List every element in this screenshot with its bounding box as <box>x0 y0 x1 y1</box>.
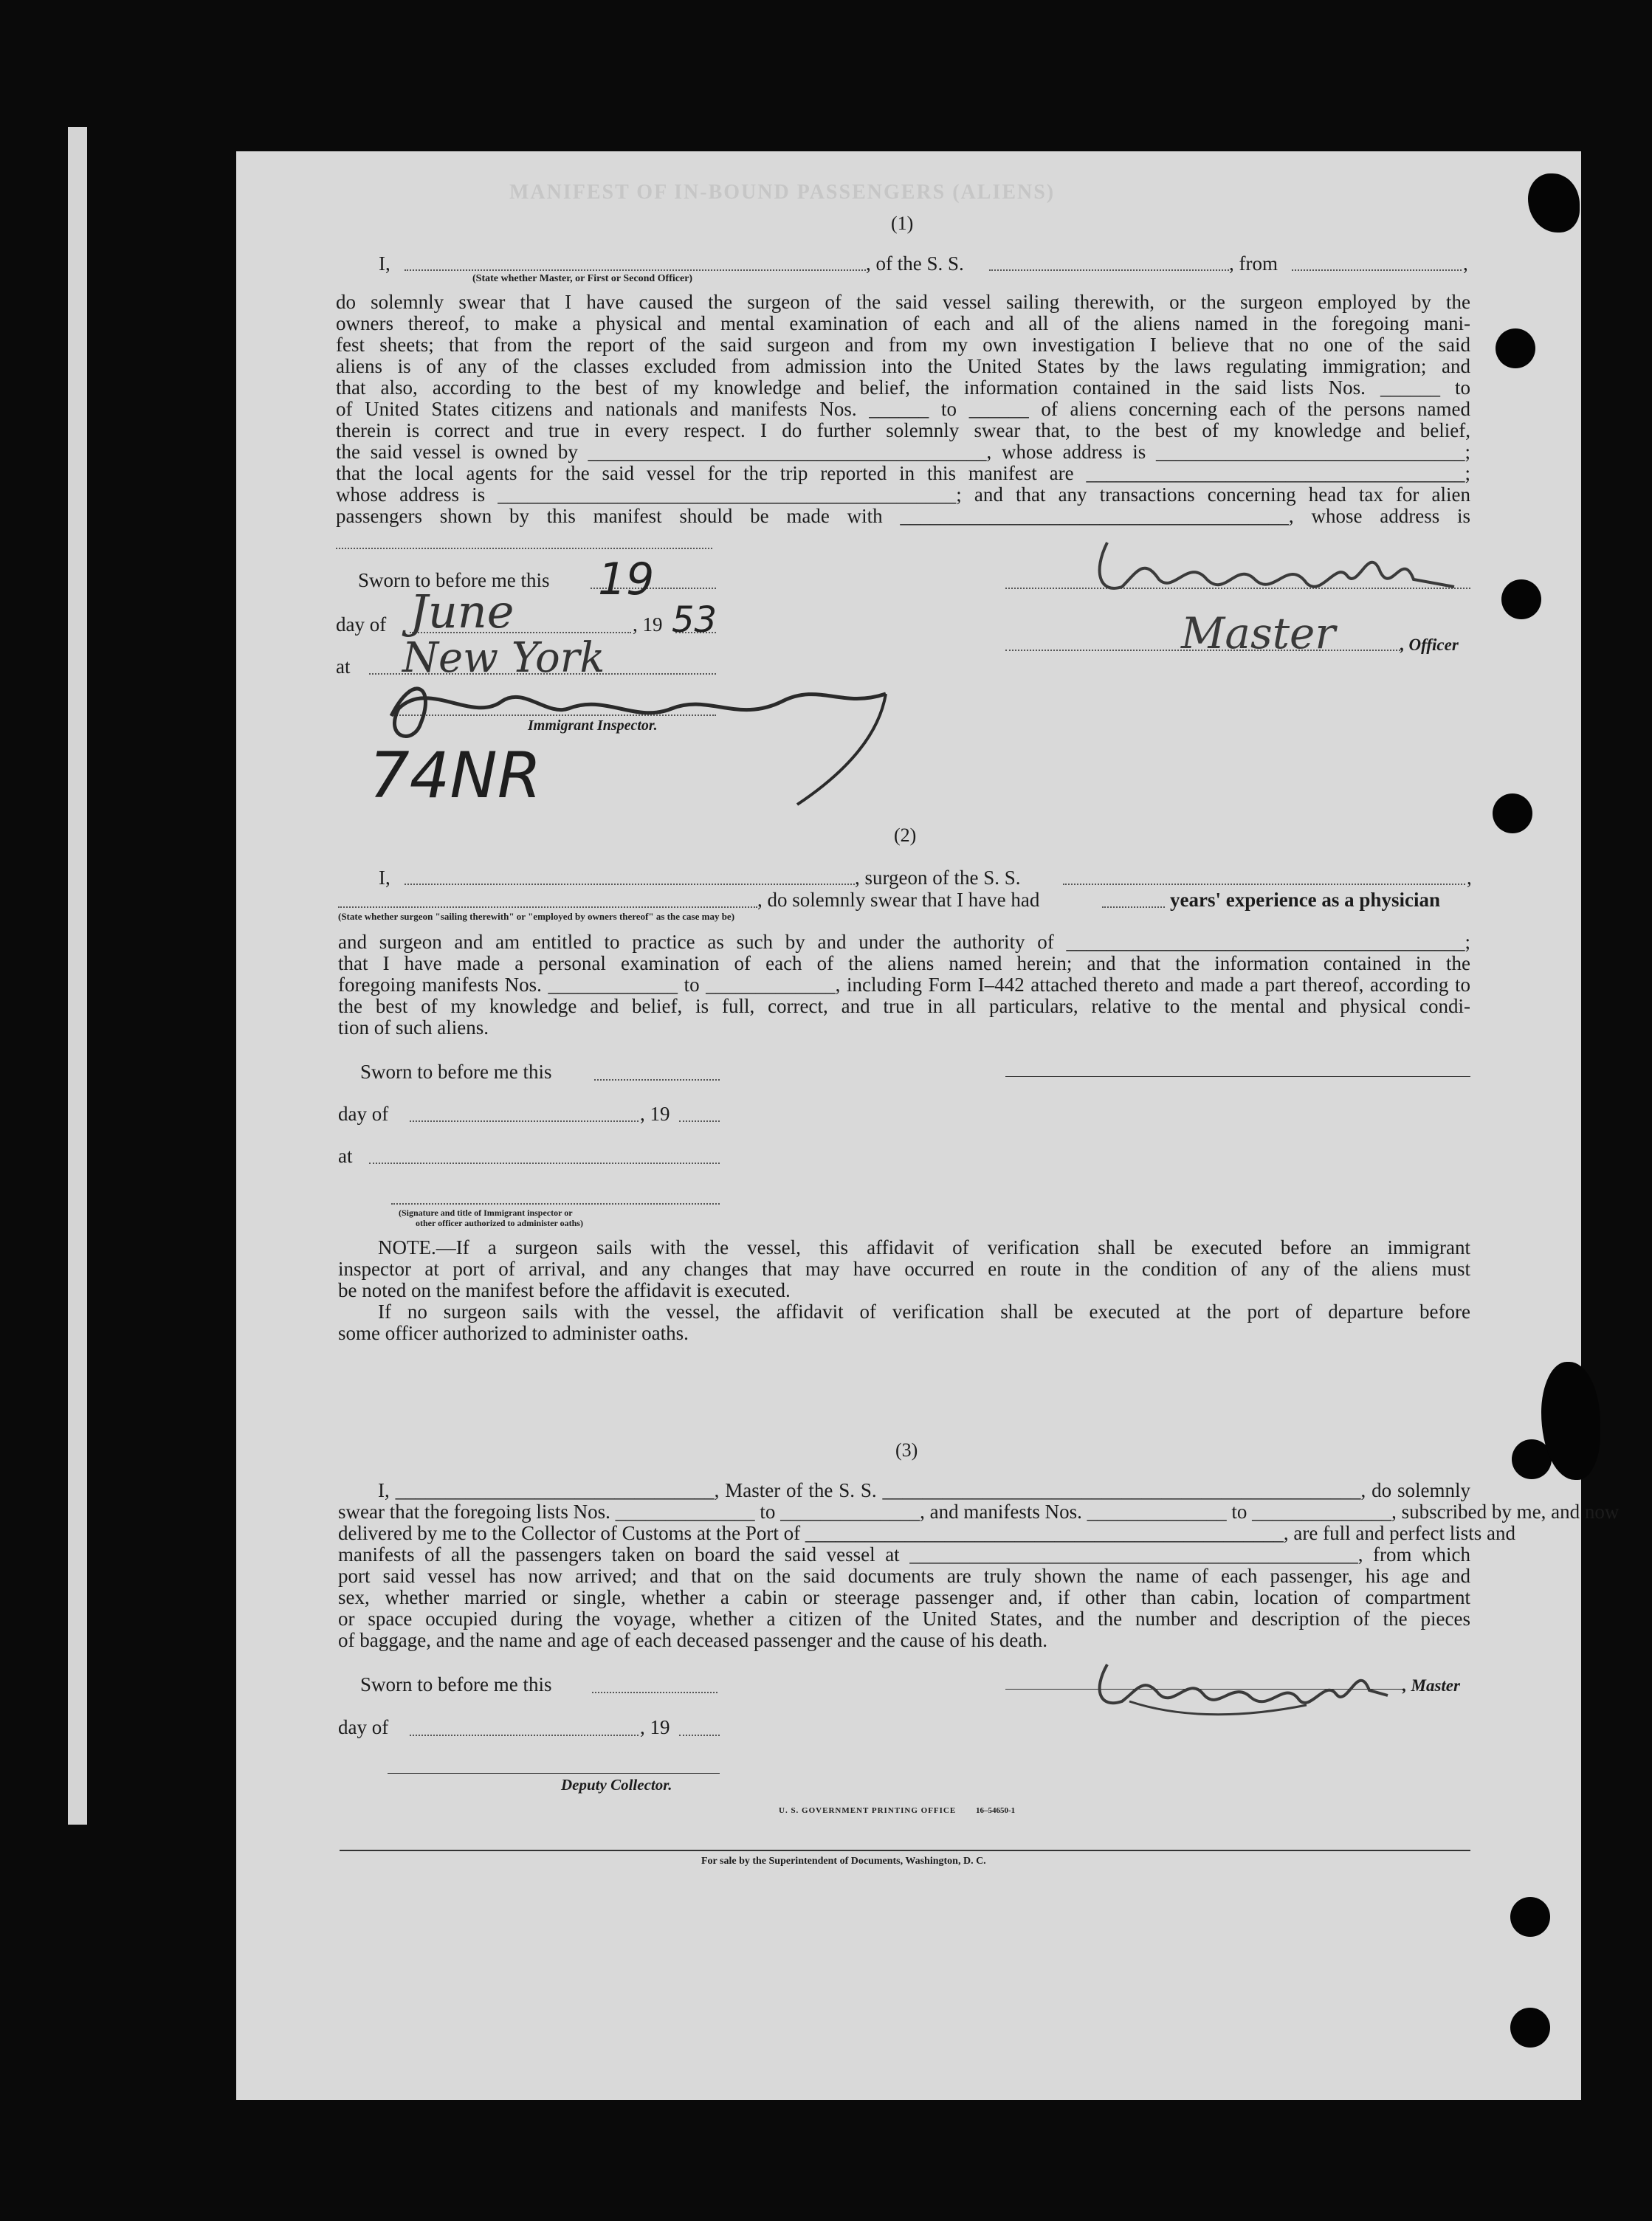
officer-rank-note: (State whether Master, or First or Second Officer) <box>472 273 693 284</box>
master-signature-2 <box>1085 1650 1395 1716</box>
year-prefix: , 19 <box>640 1103 670 1125</box>
surgeon-status-field[interactable] <box>338 906 757 908</box>
signature-note-1: (Signature and title of Immigrant inspector or <box>399 1208 573 1218</box>
day-of-label: day of <box>338 1716 389 1738</box>
year-prefix: , 19 <box>640 1716 670 1738</box>
section-3-number: (3) <box>895 1439 918 1461</box>
at-label: at <box>336 655 351 678</box>
section-1-line: therein is correct and true in every respect. I do further solemnly swear that, to the best of my knowledge and belief, <box>336 419 1470 441</box>
section-3-line: of baggage, and the name and age of each deceased passenger and the cause of his death. <box>338 1629 1048 1651</box>
section-3-body <box>338 1479 1620 1651</box>
sworn-label: Sworn to before me this <box>358 569 550 591</box>
sworn-day-field[interactable] <box>594 1079 720 1081</box>
section-3-line: manifests of all the passengers taken on board the said vessel at _____________________________________________, from which <box>338 1543 1470 1566</box>
officer-name-field[interactable] <box>405 269 866 271</box>
section-1-line: the said vessel is owned by ________________________________________, whose address is _______________________________; <box>336 441 1470 463</box>
officer-label: , Officer <box>1400 636 1459 654</box>
section-1-line: passengers shown by this manifest should be made with _______________________________________, whose address is <box>336 505 1470 527</box>
section-1-body <box>336 292 1470 527</box>
place-field[interactable] <box>369 1163 720 1164</box>
section-2-body <box>338 932 1470 1039</box>
note-line: inspector at port of arrival, and any changes that may have occurred en route in the condition of any of the aliens must <box>338 1258 1470 1280</box>
at-label: at <box>338 1145 353 1167</box>
section-2-line: the best of my knowledge and belief, is full, correct, and true in all particulars, relative to the mental and physical condi- <box>338 995 1470 1017</box>
inspector-signature-line[interactable] <box>391 1203 720 1205</box>
line-end-comma: , <box>1463 252 1468 275</box>
handwritten-year-text: 53 <box>672 599 717 641</box>
officer-name-label: I, <box>379 252 390 275</box>
surgeon-name-label: I, <box>379 867 390 889</box>
handwritten-code <box>369 731 542 813</box>
line-end-comma: , <box>1467 867 1472 889</box>
section-2-line: that I have made a personal examination of each of the aliens named herein; and that the information contained in the <box>338 952 1470 974</box>
year-field[interactable] <box>679 1735 720 1736</box>
punch-hole <box>1493 793 1532 833</box>
vessel-name-field[interactable] <box>989 269 1229 271</box>
master-label: , Master <box>1403 1676 1460 1695</box>
surgeon-status-note: (State whether surgeon "sailing therewith" or "employed by owners thereof" as the case may be) <box>338 911 735 922</box>
signature-note-2: other officer authorized to administer oaths) <box>416 1218 583 1228</box>
section-3-line: sex, whether married or single, whether a cabin or steerage passenger and, if other than cabin, location of compartment <box>338 1586 1470 1608</box>
section-3-line: or space occupied during the voyage, whether a citizen of the United States, and the number and description of the pieces <box>338 1608 1470 1630</box>
footer-rule <box>340 1850 1470 1851</box>
handwritten-code-text: 74NR <box>369 739 542 813</box>
surgeon-vessel-field[interactable] <box>1063 884 1465 885</box>
deputy-signature-line[interactable] <box>388 1773 720 1774</box>
year-prefix: , 19 <box>633 613 663 636</box>
officer-title-text: Master <box>1181 608 1336 658</box>
form-code: 16–54650-1 <box>976 1806 1016 1815</box>
section-1-line: of United States citizens and nationals and manifests Nos. ______ to ______ of aliens concerning each of the persons named <box>336 398 1470 420</box>
deputy-collector-label: Deputy Collector. <box>561 1776 672 1794</box>
day-of-label: day of <box>338 1103 389 1125</box>
punch-hole <box>1510 1897 1550 1937</box>
section-2-line: foregoing manifests Nos. _____________ to _____________, including Form I–442 attached thereto and made a part thereof, according to <box>338 974 1470 996</box>
punch-hole <box>1510 2008 1550 2048</box>
section-2-line: and surgeon and am entitled to practice as such by and under the authority of ________________________________________; <box>338 931 1470 953</box>
note-line: If no surgeon sails with the vessel, the affidavit of verification shall be executed at the port of departure before <box>378 1301 1470 1323</box>
year-field[interactable] <box>679 1120 720 1122</box>
month-field[interactable] <box>410 1120 639 1122</box>
section-2-number: (2) <box>894 824 917 846</box>
punch-hole <box>1501 579 1541 619</box>
note-line: be noted on the manifest before the affidavit is executed. <box>338 1279 791 1301</box>
section-1-line: aliens is of any of the classes excluded from admission into the United States by the laws regulating immigration; and <box>336 355 1470 377</box>
handwritten-place-text: New York <box>402 634 605 682</box>
for-sale-note: For sale by the Superintendent of Documents, Washington, D. C. <box>701 1856 986 1867</box>
surgeon-vessel-label: , surgeon of the S. S. <box>855 867 1021 889</box>
day-of-label: day of <box>336 613 387 636</box>
handwritten-day-text: 19 <box>598 554 655 605</box>
inspector-label: Immigrant Inspector. <box>528 717 658 734</box>
sworn-day-field[interactable] <box>592 1692 717 1693</box>
swear-label: , do solemnly swear that I have had <box>757 889 1040 911</box>
vessel-label: , of the S. S. <box>866 252 964 275</box>
note-block <box>338 1237 1470 1344</box>
section-1-line: that the local agents for the said vessel for the trip reported in this manifest are ______________________________________; <box>336 462 1470 484</box>
sworn-label: Sworn to before me this <box>360 1673 552 1695</box>
sworn-label: Sworn to before me this <box>360 1061 552 1083</box>
section-1-number: (1) <box>891 213 914 234</box>
officer-title-handwritten <box>1181 605 1403 657</box>
section-1-line: whose address is ______________________________________________; and that any transactions concerning head tax for alien <box>336 483 1470 506</box>
section-3-line: swear that the foregoing lists Nos. ______________ to ______________, and manifests Nos. ______________ to ______________, subscribed by me, and now <box>338 1501 1620 1523</box>
surgeon-name-field[interactable] <box>405 884 855 885</box>
from-label: , from <box>1229 252 1278 275</box>
note-line: some officer authorized to administer oaths. <box>338 1322 689 1344</box>
punch-hole <box>1496 328 1535 368</box>
section-3-line: port said vessel has now arrived; and that on the said documents are truly shown the name of each passenger, his age and <box>338 1565 1470 1587</box>
printing-office: U. S. GOVERNMENT PRINTING OFFICE <box>779 1806 957 1815</box>
handwritten-month-text: June <box>410 585 514 638</box>
surgeon-signature-line[interactable] <box>1005 1076 1470 1077</box>
years-experience-label: years' experience as a physician <box>1170 889 1440 911</box>
section-1-line: that also, according to the best of my knowledge and belief, the information contained in the said lists Nos. ______ to <box>336 376 1470 399</box>
section-1-line: owners thereof, to make a physical and mental examination of each and all of the aliens named in the foregoing mani- <box>336 312 1470 334</box>
section-3-line: I, ________________________________, Master of the S. S. ________________________________________________, do solemnly <box>378 1479 1470 1501</box>
section-1-line: fest sheets; that from the report of the said surgeon and from my own investigation I believe that no one of the said <box>336 334 1470 356</box>
section-2-line: tion of such aliens. <box>338 1016 489 1039</box>
film-edge-strip <box>68 127 87 1825</box>
master-signature <box>1078 528 1462 602</box>
from-port-field[interactable] <box>1292 269 1462 271</box>
years-field[interactable] <box>1102 906 1165 908</box>
section-3-line: delivered by me to the Collector of Customs at the Port of ________________________________________________, are full and perfect lists and <box>338 1522 1516 1544</box>
month-field[interactable] <box>410 1735 639 1736</box>
note-line: NOTE.—If a surgeon sails with the vessel, this affidavit of verification shall be executed before an immigrant <box>378 1236 1470 1258</box>
bleed-through-text: MANIFEST OF IN-BOUND PASSENGERS (ALIENS) <box>509 181 1056 204</box>
section-1-line: do solemnly swear that I have caused the surgeon of the said vessel sailing therewith, or the surgeon employed by the <box>336 291 1470 313</box>
